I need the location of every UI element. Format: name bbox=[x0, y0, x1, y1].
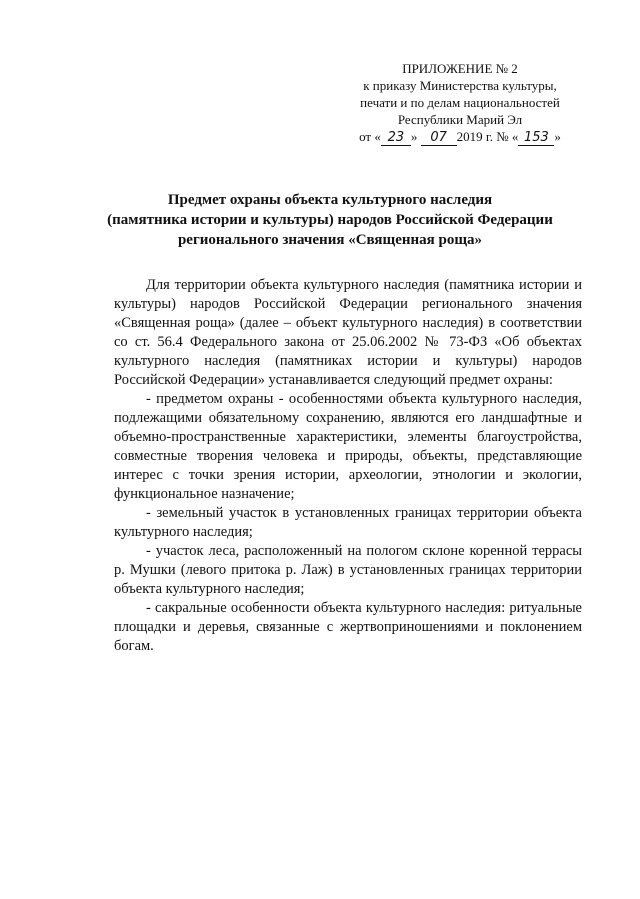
order-month-handwritten: 07 bbox=[421, 131, 457, 146]
protection-item: - участок леса, расположенный на пологом склоне коренной террасы р. Мушки (левого притока р. Лаж) в установленных границах территории объекта культурного наследия; bbox=[114, 543, 582, 597]
protection-item: - сакральные особенности объекта культурного наследия: ритуальные площадки и деревья, связанные с жертвоприношениями и поклонением богам. bbox=[114, 600, 582, 654]
order-prefix: от « bbox=[359, 129, 381, 144]
order-suffix: » bbox=[554, 129, 561, 144]
protection-item: - предметом охраны - особенностями объекта культурного наследия, подлежащими обязательному сохранению, являются его ландшафтные и объемно-пространственные характеристики, элементы благоустройства, совместные творения человека и природы, объекты, представляющие интерес с точки зрения истории, археологии, этнологии и экологии, функциональное назначение; bbox=[114, 391, 582, 502]
appendix-line-1: к приказу Министерства культуры, bbox=[363, 78, 557, 93]
order-number-handwritten: 153 bbox=[518, 131, 554, 146]
appendix-line-3: Республики Марий Эл bbox=[397, 112, 523, 127]
intro-paragraph: Для территории объекта культурного наследия (памятника истории и культуры) народов Российской Федерации регионального значения «Священная роща» (далее – объект культурного наследия) в соответствии со ст. 56.4 Федерального закона от 25.06.2002 № 73-ФЗ «Об объектах культурного наследия (памятниках истории и культуры) народов Российской Федерации» устанавливается следующий предмет охраны: bbox=[114, 277, 582, 388]
order-year: 2019 г. № « bbox=[456, 129, 519, 144]
title-line-2: (памятника истории и культуры) народов Российской Федерации bbox=[107, 212, 553, 228]
appendix-line-2: печати и по делам национальностей bbox=[360, 95, 560, 110]
order-line bbox=[340, 128, 580, 146]
document-title bbox=[60, 190, 600, 250]
document-body bbox=[114, 276, 582, 656]
title-line-3: регионального значения «Священная роща» bbox=[177, 232, 483, 248]
order-day-handwritten: 23 bbox=[381, 131, 411, 146]
appendix-block bbox=[340, 60, 580, 146]
order-separator: » bbox=[410, 129, 418, 144]
title-line-1: Предмет охраны объекта культурного наследия bbox=[167, 192, 493, 208]
protection-item: - земельный участок в установленных границах территории объекта культурного наследия; bbox=[114, 505, 582, 540]
appendix-heading: ПРИЛОЖЕНИЕ № 2 bbox=[402, 61, 518, 76]
